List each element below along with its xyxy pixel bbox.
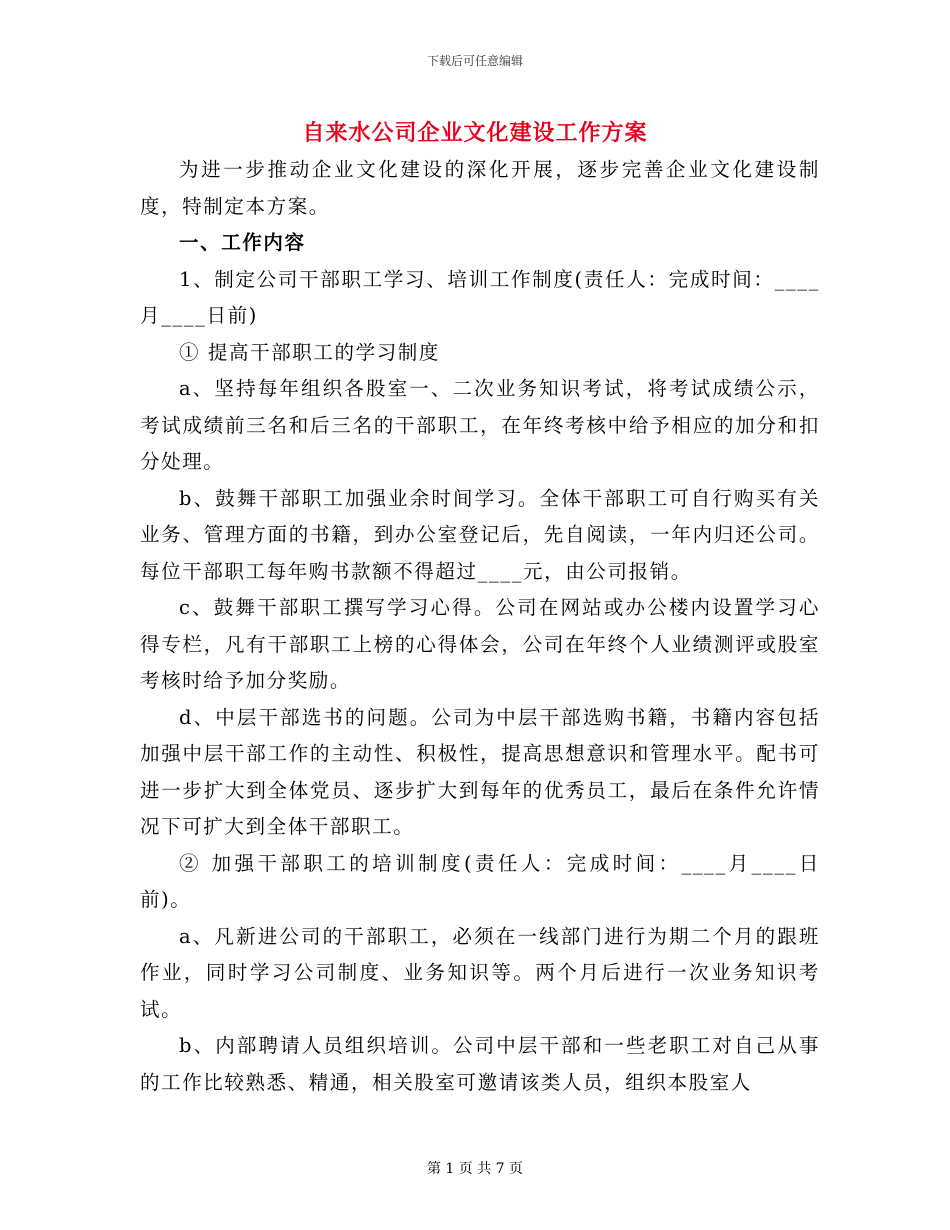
section-heading: 一、工作内容 bbox=[179, 231, 306, 254]
body-paragraph: a、凡新进公司的干部职工，必须在一线部门进行为期二个月的跟班作业，同时学习公司制度、业务知识等。两个月后进行一次业务知识考试。 bbox=[140, 924, 820, 1021]
body-paragraph: 1、制定公司干部职工学习、培训工作制度(责任人：完成时间：____月____日前) bbox=[140, 267, 820, 327]
body-paragraph: c、鼓舞干部职工撰写学习心得。公司在网站或办公楼内设置学习心得专栏，凡有干部职工上榜的心得体会，公司在年终个人业绩测评或股室考核时给予加分奖励。 bbox=[140, 596, 820, 692]
body-paragraph: b、鼓舞干部职工加强业余时间学习。全体干部职工可自行购买有关业务、管理方面的书籍，到办公室登记后，先自阅读，一年内归还公司。每位干部职工每年购书款额不得超过____元，由公司报销。 bbox=[140, 486, 820, 583]
body-paragraph: b、内部聘请人员组织培训。公司中层干部和一些老职工对自己从事的工作比较熟悉、精通，相关股室可邀请该类人员，组织本股室人 bbox=[140, 1034, 820, 1094]
page-number-footer: 第 1 页 共 7 页 bbox=[426, 1161, 524, 1177]
body-paragraph: ① 提高干部职工的学习制度 bbox=[179, 340, 440, 364]
document-title: 自来水公司企业文化建设工作方案 bbox=[302, 120, 648, 146]
body-paragraph: 为进一步推动企业文化建设的深化开展，逐步完善企业文化建设制度，特制定本方案。 bbox=[140, 158, 820, 218]
document-body bbox=[140, 152, 820, 1101]
page-header-note: 下载后可任意编辑 bbox=[426, 54, 523, 68]
body-paragraph: d、中层干部选书的问题。公司为中层干部选购书籍，书籍内容包括加强中层干部工作的主动性、积极性，提高思想意识和管理水平。配书可进一步扩大到全体党员、逐步扩大到每年的优秀员工，最后在条件允许情况下可扩大到全体干部职工。 bbox=[140, 705, 820, 838]
body-paragraph: a、坚持每年组织各股室一、二次业务知识考试，将考试成绩公示，考试成绩前三名和后三名的干部职工，在年终考核中给予相应的加分和扣分处理。 bbox=[140, 377, 820, 473]
body-paragraph: ② 加强干部职工的培训制度(责任人：完成时间：____月____日前)。 bbox=[140, 851, 820, 911]
